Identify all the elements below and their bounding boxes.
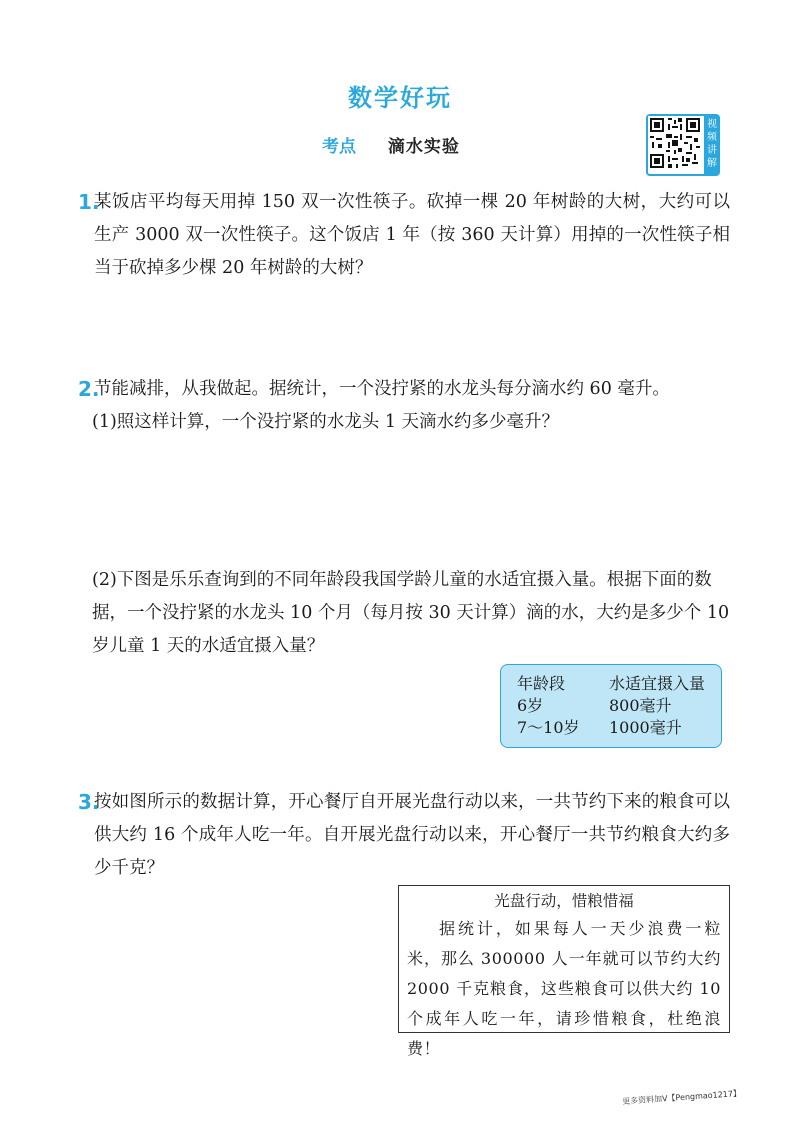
qr-code-icon[interactable] [646, 114, 708, 176]
table-cell: 7～10岁 [517, 718, 580, 737]
table-header-row [517, 673, 721, 695]
water-intake-table [500, 664, 722, 748]
table-header: 年龄段 [517, 674, 566, 693]
table-row [517, 717, 721, 739]
table-cell: 6岁 [517, 696, 544, 715]
notice-text: 据统计，如果每人一天少浪费一粒米，那么 300000 人一年就可以节约大约 2000 千克粮食，这些粮食可以供大约 10 个成年人吃一年，请珍惜粮食，杜绝浪费！ [407, 919, 721, 1058]
page-title: 数学好玩 [348, 84, 452, 112]
clean-plate-notice [398, 885, 730, 1058]
question-2-part-1: (1)照这样计算，一个没拧紧的水龙头 1 天滴水约多少毫升？ [92, 412, 560, 432]
question-number: 3. [78, 790, 100, 814]
notice-title: 光盘行动，惜粮惜福 [494, 892, 634, 910]
topic-name: 滴水实验 [387, 137, 460, 157]
footer-watermark: 更多资料加V【Pengmao1217】 [621, 1088, 742, 1107]
topic-header [322, 132, 460, 157]
table-cell: 800毫升 [609, 696, 672, 715]
question-text: 按如图所示的数据计算，开心餐厅自开展光盘行动以来，一共节约下来的粮食可以供大约 16 个成年人吃一年。自开展光盘行动以来，开心餐厅一共节约粮食大约多少千克？ [94, 792, 730, 878]
table-cell: 1000毫升 [609, 718, 682, 737]
table-row [517, 695, 721, 717]
question-2-part-2: (2)下图是乐乐查询到的不同年龄段我国学龄儿童的水适宜摄入量。根据下面的数据，一个没拧紧的水龙头 10 个月（每月按 30 天计算）滴的水，大约是多少个 10 岁儿童 1 天的水适宜摄入量？ [92, 570, 730, 656]
table-header: 水适宜摄入量 [609, 674, 706, 693]
question-3 [80, 786, 730, 885]
topic-tag: 考点 [322, 137, 356, 157]
question-number: 2. [78, 377, 100, 401]
question-number: 1. [78, 190, 100, 214]
question-2 [80, 373, 730, 406]
question-text: 某饭店平均每天用掉 150 双一次性筷子。砍掉一棵 20 年树龄的大树，大约可以生产 3000 双一次性筷子。这个饭店 1 年（按 360 天计算）用掉的一次性筷子相当于砍掉多少棵 20 年树龄的大树？ [94, 192, 730, 278]
question-text: 节能减排，从我做起。据统计，一个没拧紧的水龙头每分滴水约 60 毫升。 [94, 379, 670, 399]
qr-video-label: 视频讲解 [704, 114, 720, 176]
question-1 [80, 186, 730, 285]
